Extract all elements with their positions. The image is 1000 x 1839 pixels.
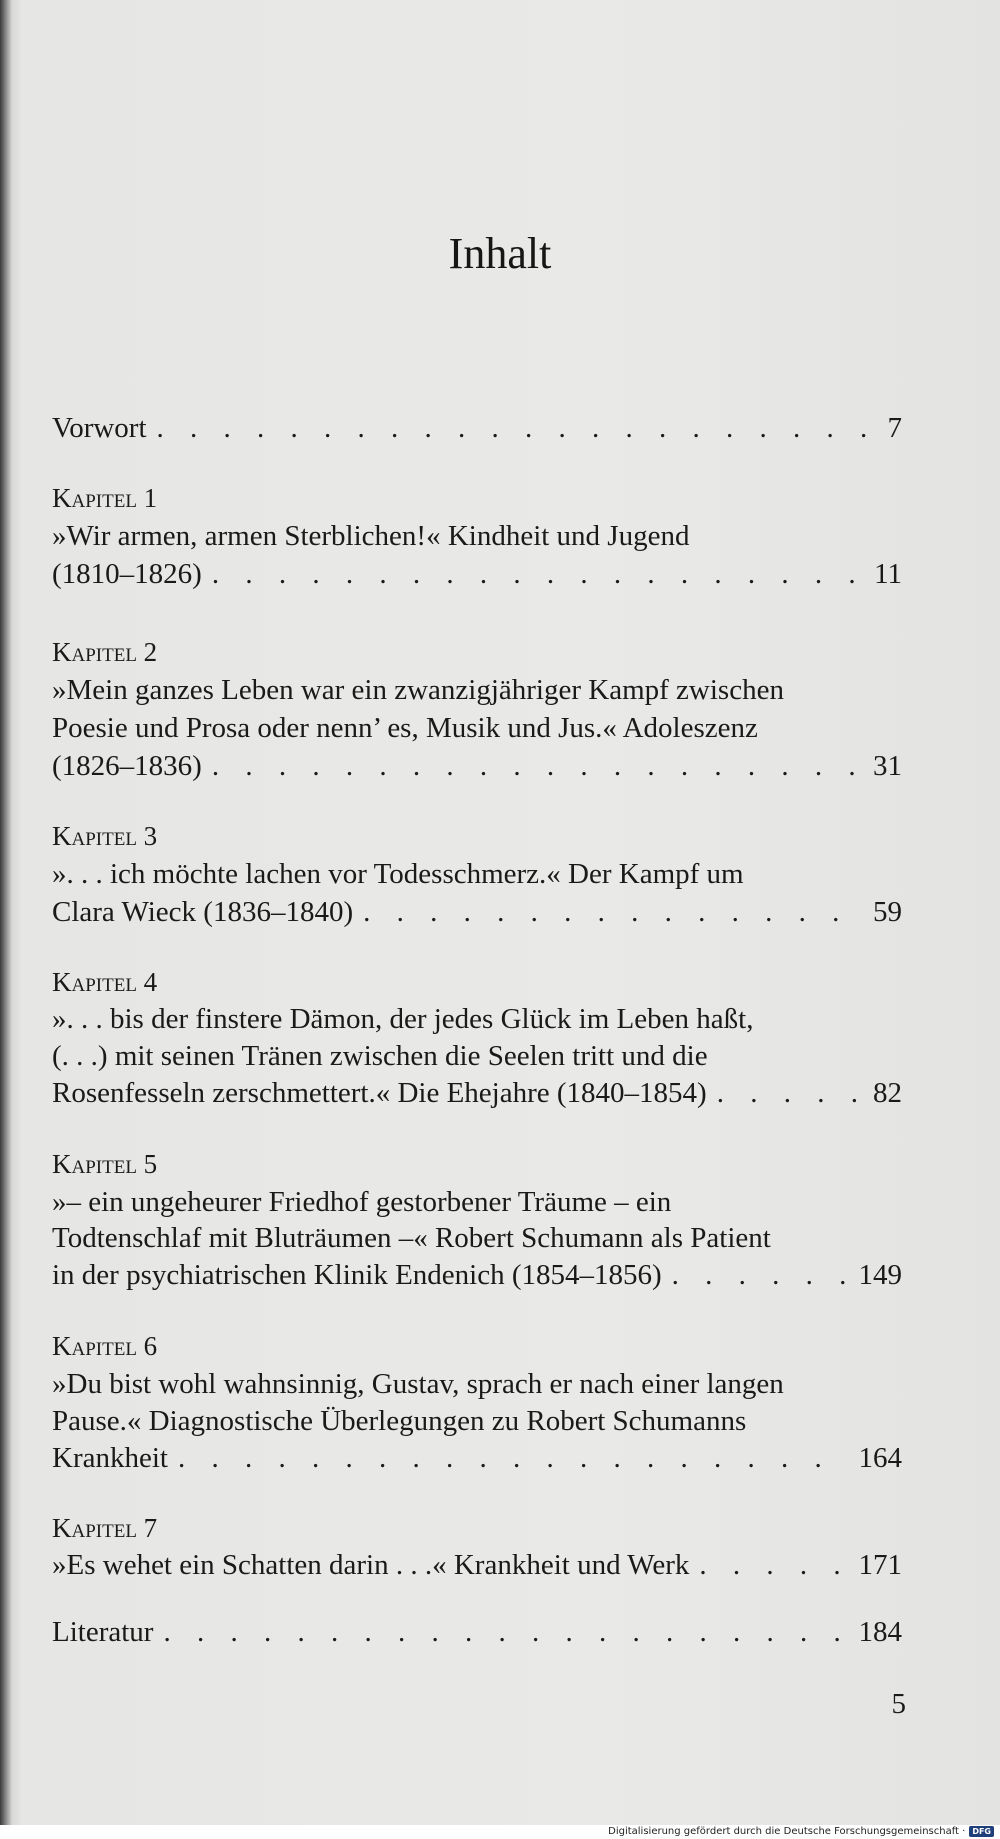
toc-entry-text: in der psychiatrischen Klinik Endenich (1854–1856) <box>52 1259 662 1291</box>
toc-entry-kapitel-2[interactable] <box>52 748 902 784</box>
chapter-label: Kapitel 5 <box>52 1149 158 1179</box>
chapter-label: Kapitel 6 <box>52 1331 158 1361</box>
toc-page-number: 7 <box>887 412 902 444</box>
toc-page-number: 11 <box>874 558 902 590</box>
toc-page-number: 31 <box>873 750 902 782</box>
toc-page-number: 171 <box>858 1549 902 1581</box>
toc-entry-text: »Wir armen, armen Sterblichen!« Kindheit und Jugend <box>52 520 690 552</box>
toc-page-number: 164 <box>858 1442 902 1474</box>
toc-entry-text: (1810–1826) <box>52 558 202 590</box>
toc-entry-text: Pause.« Diagnostische Überlegungen zu Robert Schumanns <box>52 1405 747 1437</box>
dot-leader <box>717 1075 863 1111</box>
dot-leader <box>212 556 864 592</box>
toc-entry-kapitel-3[interactable] <box>52 894 902 930</box>
toc-entry-literatur[interactable] <box>52 1614 902 1650</box>
page-title: Inhalt <box>448 229 552 278</box>
dot-leader <box>163 1614 848 1650</box>
toc-page-number: 59 <box>873 896 902 928</box>
toc-entry-text: Clara Wieck (1836–1840) <box>52 896 354 928</box>
toc-entry-kapitel-5[interactable] <box>52 1257 902 1293</box>
toc-entry-text: »Es wehet ein Schatten darin . . .« Krankheit und Werk <box>52 1549 690 1581</box>
toc-entry-text: Vorwort <box>52 412 147 444</box>
toc-entry-kapitel-4[interactable] <box>52 1075 902 1111</box>
page-folio: 5 <box>891 1688 906 1720</box>
chapter-label: Kapitel 3 <box>52 821 158 851</box>
dot-leader <box>212 748 863 784</box>
chapter-label: Kapitel 2 <box>52 637 158 667</box>
dfg-logo: DFG <box>969 1826 994 1837</box>
toc-entry-vorwort[interactable] <box>52 410 902 446</box>
toc-page-number: 184 <box>858 1616 902 1648</box>
dot-leader <box>178 1440 849 1476</box>
chapter-label: Kapitel 4 <box>52 967 158 997</box>
toc-entry-text: »Du bist wohl wahnsinnig, Gustav, sprach er nach einer langen <box>52 1368 784 1400</box>
toc-entry-text: ». . . ich möchte lachen vor Todesschmerz.« Der Kampf um <box>52 858 744 890</box>
chapter-label: Kapitel 7 <box>52 1513 158 1543</box>
toc-entry-kapitel-7[interactable] <box>52 1547 902 1583</box>
toc-entry-text: »Mein ganzes Leben war ein zwanzigjähriger Kampf zwischen <box>52 674 784 706</box>
toc-entry-text: (1826–1836) <box>52 750 202 782</box>
toc-entry-text: Todtenschlaf mit Bluträumen –« Robert Schumann als Patient <box>52 1222 771 1254</box>
credit-text: Digitalisierung gefördert durch die Deutsche Forschungsgemeinschaft · <box>608 1826 966 1837</box>
digitization-credit <box>608 1826 994 1837</box>
dot-leader <box>672 1257 849 1293</box>
chapter-label: Kapitel 1 <box>52 483 158 513</box>
toc-entry-kapitel-1[interactable] <box>52 556 902 592</box>
toc-page-number: 82 <box>873 1077 902 1109</box>
dot-leader <box>157 410 878 446</box>
toc-entry-text: (. . .) mit seinen Tränen zwischen die Seelen tritt und die <box>52 1040 708 1072</box>
toc-entry-text: Literatur <box>52 1616 154 1648</box>
toc-entry-kapitel-6[interactable] <box>52 1440 902 1476</box>
toc-entry-text: »– ein ungeheurer Friedhof gestorbener Träume – ein <box>52 1186 672 1218</box>
toc-entry-text: Rosenfesseln zerschmettert.« Die Ehejahre (1840–1854) <box>52 1077 707 1109</box>
toc-entry-text: ». . . bis der finstere Dämon, der jedes Glück im Leben haßt, <box>52 1003 754 1035</box>
toc-entry-text: Poesie und Prosa oder nenn’ es, Musik und Jus.« Adoleszenz <box>52 712 758 744</box>
dot-leader <box>363 894 863 930</box>
dot-leader <box>699 1547 848 1583</box>
toc-page-number: 149 <box>858 1259 902 1291</box>
toc-entry-text: Krankheit <box>52 1442 168 1474</box>
